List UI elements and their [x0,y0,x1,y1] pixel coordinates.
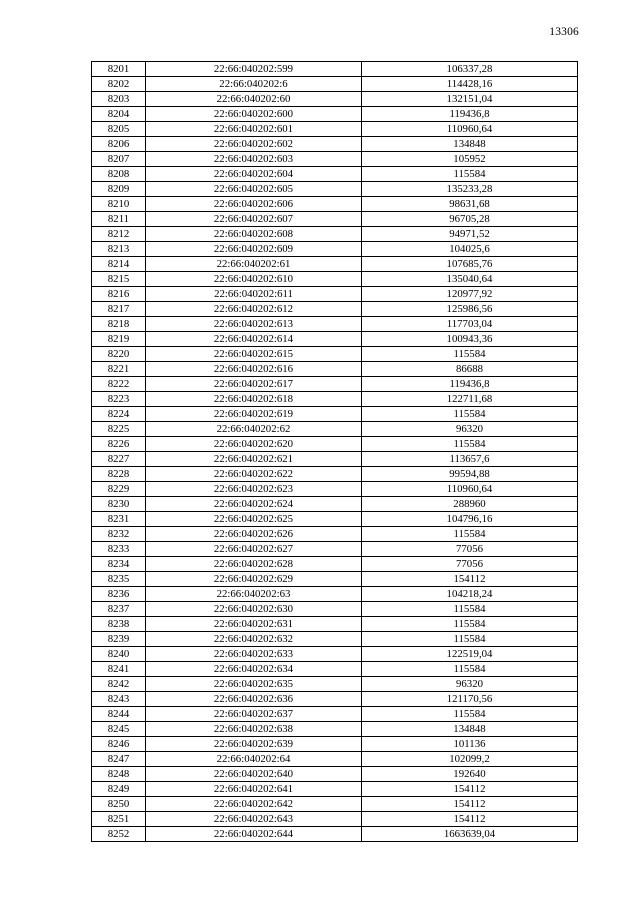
cadastral-number-cell: 22:66:040202:618 [146,392,362,407]
row-number-cell: 8225 [92,422,146,437]
row-number-cell: 8234 [92,557,146,572]
value-cell: 119436,8 [362,377,578,392]
table-row [92,767,578,782]
value-cell: 119436,8 [362,107,578,122]
value-cell: 77056 [362,542,578,557]
table-row [92,572,578,587]
row-number-cell: 8251 [92,812,146,827]
table-row [92,122,578,137]
value-cell: 154112 [362,797,578,812]
table-body [92,62,578,842]
cadastral-number-cell: 22:66:040202:602 [146,137,362,152]
row-number-cell: 8221 [92,362,146,377]
row-number-cell: 8245 [92,722,146,737]
cadastral-number-cell: 22:66:040202:61 [146,257,362,272]
cadastral-number-cell: 22:66:040202:619 [146,407,362,422]
row-number-cell: 8229 [92,482,146,497]
row-number-cell: 8208 [92,167,146,182]
table-row [92,452,578,467]
value-cell: 135233,28 [362,182,578,197]
cadastral-number-cell: 22:66:040202:603 [146,152,362,167]
cadastral-number-cell: 22:66:040202:622 [146,467,362,482]
value-cell: 154112 [362,572,578,587]
cadastral-number-cell: 22:66:040202:616 [146,362,362,377]
cadastral-number-cell: 22:66:040202:600 [146,107,362,122]
cadastral-number-cell: 22:66:040202:617 [146,377,362,392]
cadastral-number-cell: 22:66:040202:613 [146,317,362,332]
table-row [92,497,578,512]
value-cell: 122711,68 [362,392,578,407]
cadastral-number-cell: 22:66:040202:609 [146,242,362,257]
cadastral-number-cell: 22:66:040202:636 [146,692,362,707]
table-row [92,467,578,482]
row-number-cell: 8232 [92,527,146,542]
cadastral-number-cell: 22:66:040202:604 [146,167,362,182]
table-row [92,182,578,197]
cadastral-number-cell: 22:66:040202:606 [146,197,362,212]
value-cell: 115584 [362,347,578,362]
value-cell: 115584 [362,707,578,722]
table-row [92,392,578,407]
row-number-cell: 8220 [92,347,146,362]
table-row [92,347,578,362]
cadastral-number-cell: 22:66:040202:637 [146,707,362,722]
cadastral-number-cell: 22:66:040202:608 [146,227,362,242]
cadastral-value-table [91,61,578,842]
value-cell: 192640 [362,767,578,782]
table-row [92,227,578,242]
cadastral-number-cell: 22:66:040202:634 [146,662,362,677]
row-number-cell: 8216 [92,287,146,302]
cadastral-number-cell: 22:66:040202:601 [146,122,362,137]
cadastral-number-cell: 22:66:040202:625 [146,512,362,527]
table-row [92,542,578,557]
table-row [92,137,578,152]
row-number-cell: 8236 [92,587,146,602]
row-number-cell: 8207 [92,152,146,167]
table-row [92,647,578,662]
value-cell: 154112 [362,812,578,827]
table-row [92,677,578,692]
value-cell: 120977,92 [362,287,578,302]
table-row [92,587,578,602]
value-cell: 106337,28 [362,62,578,77]
value-cell: 154112 [362,782,578,797]
table-row [92,782,578,797]
value-cell: 102099,2 [362,752,578,767]
row-number-cell: 8226 [92,437,146,452]
row-number-cell: 8248 [92,767,146,782]
table-row [92,407,578,422]
value-cell: 115584 [362,527,578,542]
cadastral-number-cell: 22:66:040202:610 [146,272,362,287]
value-cell: 117703,04 [362,317,578,332]
row-number-cell: 8213 [92,242,146,257]
cadastral-number-cell: 22:66:040202:612 [146,302,362,317]
cadastral-number-cell: 22:66:040202:635 [146,677,362,692]
cadastral-number-cell: 22:66:040202:640 [146,767,362,782]
table-row [92,527,578,542]
value-cell: 104025,6 [362,242,578,257]
table-row [92,272,578,287]
row-number-cell: 8247 [92,752,146,767]
value-cell: 110960,64 [362,482,578,497]
row-number-cell: 8211 [92,212,146,227]
row-number-cell: 8235 [92,572,146,587]
table-row [92,662,578,677]
value-cell: 86688 [362,362,578,377]
table-row [92,197,578,212]
cadastral-number-cell: 22:66:040202:643 [146,812,362,827]
table-row [92,437,578,452]
cadastral-number-cell: 22:66:040202:6 [146,77,362,92]
value-cell: 115584 [362,617,578,632]
table-row [92,602,578,617]
cadastral-number-cell: 22:66:040202:631 [146,617,362,632]
table-row [92,737,578,752]
row-number-cell: 8212 [92,227,146,242]
table-row [92,692,578,707]
table-row [92,722,578,737]
table-row [92,92,578,107]
row-number-cell: 8224 [92,407,146,422]
table-row [92,332,578,347]
cadastral-number-cell: 22:66:040202:624 [146,497,362,512]
table-row [92,752,578,767]
value-cell: 115584 [362,407,578,422]
row-number-cell: 8214 [92,257,146,272]
table-row [92,632,578,647]
table-row [92,707,578,722]
row-number-cell: 8231 [92,512,146,527]
row-number-cell: 8230 [92,497,146,512]
cadastral-number-cell: 22:66:040202:621 [146,452,362,467]
table-row [92,302,578,317]
value-cell: 101136 [362,737,578,752]
cadastral-number-cell: 22:66:040202:632 [146,632,362,647]
cadastral-number-cell: 22:66:040202:614 [146,332,362,347]
value-cell: 100943,36 [362,332,578,347]
cadastral-number-cell: 22:66:040202:63 [146,587,362,602]
value-cell: 104218,24 [362,587,578,602]
value-cell: 115584 [362,632,578,647]
row-number-cell: 8222 [92,377,146,392]
row-number-cell: 8204 [92,107,146,122]
row-number-cell: 8218 [92,317,146,332]
cadastral-number-cell: 22:66:040202:626 [146,527,362,542]
row-number-cell: 8240 [92,647,146,662]
row-number-cell: 8238 [92,617,146,632]
table-row [92,167,578,182]
table-row [92,242,578,257]
table-row [92,77,578,92]
row-number-cell: 8210 [92,197,146,212]
value-cell: 105952 [362,152,578,167]
row-number-cell: 8227 [92,452,146,467]
value-cell: 96320 [362,422,578,437]
row-number-cell: 8205 [92,122,146,137]
row-number-cell: 8250 [92,797,146,812]
row-number-cell: 8201 [92,62,146,77]
value-cell: 115584 [362,602,578,617]
row-number-cell: 8217 [92,302,146,317]
table-row [92,512,578,527]
value-cell: 115584 [362,437,578,452]
cadastral-number-cell: 22:66:040202:638 [146,722,362,737]
table-row [92,377,578,392]
table-row [92,152,578,167]
row-number-cell: 8228 [92,467,146,482]
row-number-cell: 8209 [92,182,146,197]
value-cell: 121170,56 [362,692,578,707]
cadastral-number-cell: 22:66:040202:629 [146,572,362,587]
row-number-cell: 8239 [92,632,146,647]
cadastral-number-cell: 22:66:040202:641 [146,782,362,797]
row-number-cell: 8206 [92,137,146,152]
value-cell: 122519,04 [362,647,578,662]
value-cell: 96705,28 [362,212,578,227]
table-row [92,827,578,842]
cadastral-number-cell: 22:66:040202:64 [146,752,362,767]
row-number-cell: 8223 [92,392,146,407]
cadastral-number-cell: 22:66:040202:611 [146,287,362,302]
cadastral-number-cell: 22:66:040202:605 [146,182,362,197]
value-cell: 77056 [362,557,578,572]
value-cell: 135040,64 [362,272,578,287]
value-cell: 134848 [362,722,578,737]
cadastral-number-cell: 22:66:040202:599 [146,62,362,77]
table-row [92,617,578,632]
table-row [92,107,578,122]
row-number-cell: 8215 [92,272,146,287]
row-number-cell: 8252 [92,827,146,842]
cadastral-number-cell: 22:66:040202:628 [146,557,362,572]
row-number-cell: 8243 [92,692,146,707]
value-cell: 125986,56 [362,302,578,317]
table-row [92,557,578,572]
cadastral-number-cell: 22:66:040202:62 [146,422,362,437]
value-cell: 114428,16 [362,77,578,92]
value-cell: 98631,68 [362,197,578,212]
cadastral-number-cell: 22:66:040202:639 [146,737,362,752]
table-row [92,212,578,227]
table-row [92,362,578,377]
cadastral-number-cell: 22:66:040202:623 [146,482,362,497]
value-cell: 110960,64 [362,122,578,137]
cadastral-number-cell: 22:66:040202:633 [146,647,362,662]
value-cell: 132151,04 [362,92,578,107]
value-cell: 288960 [362,497,578,512]
value-cell: 107685,76 [362,257,578,272]
value-cell: 1663639,04 [362,827,578,842]
value-cell: 134848 [362,137,578,152]
value-cell: 115584 [362,167,578,182]
value-cell: 99594,88 [362,467,578,482]
cadastral-number-cell: 22:66:040202:620 [146,437,362,452]
row-number-cell: 8203 [92,92,146,107]
cadastral-number-cell: 22:66:040202:60 [146,92,362,107]
row-number-cell: 8241 [92,662,146,677]
value-cell: 104796,16 [362,512,578,527]
cadastral-number-cell: 22:66:040202:630 [146,602,362,617]
table-row [92,422,578,437]
table-row [92,62,578,77]
cadastral-number-cell: 22:66:040202:607 [146,212,362,227]
row-number-cell: 8202 [92,77,146,92]
cadastral-number-cell: 22:66:040202:615 [146,347,362,362]
table-row [92,257,578,272]
value-cell: 115584 [362,662,578,677]
table-row [92,287,578,302]
row-number-cell: 8246 [92,737,146,752]
table-row [92,482,578,497]
cadastral-number-cell: 22:66:040202:642 [146,797,362,812]
value-cell: 96320 [362,677,578,692]
table-row [92,812,578,827]
row-number-cell: 8237 [92,602,146,617]
row-number-cell: 8242 [92,677,146,692]
table-row [92,317,578,332]
row-number-cell: 8219 [92,332,146,347]
row-number-cell: 8244 [92,707,146,722]
table-row [92,797,578,812]
row-number-cell: 8233 [92,542,146,557]
cadastral-number-cell: 22:66:040202:627 [146,542,362,557]
page-number: 13306 [549,26,579,38]
cadastral-number-cell: 22:66:040202:644 [146,827,362,842]
row-number-cell: 8249 [92,782,146,797]
value-cell: 113657,6 [362,452,578,467]
value-cell: 94971,52 [362,227,578,242]
